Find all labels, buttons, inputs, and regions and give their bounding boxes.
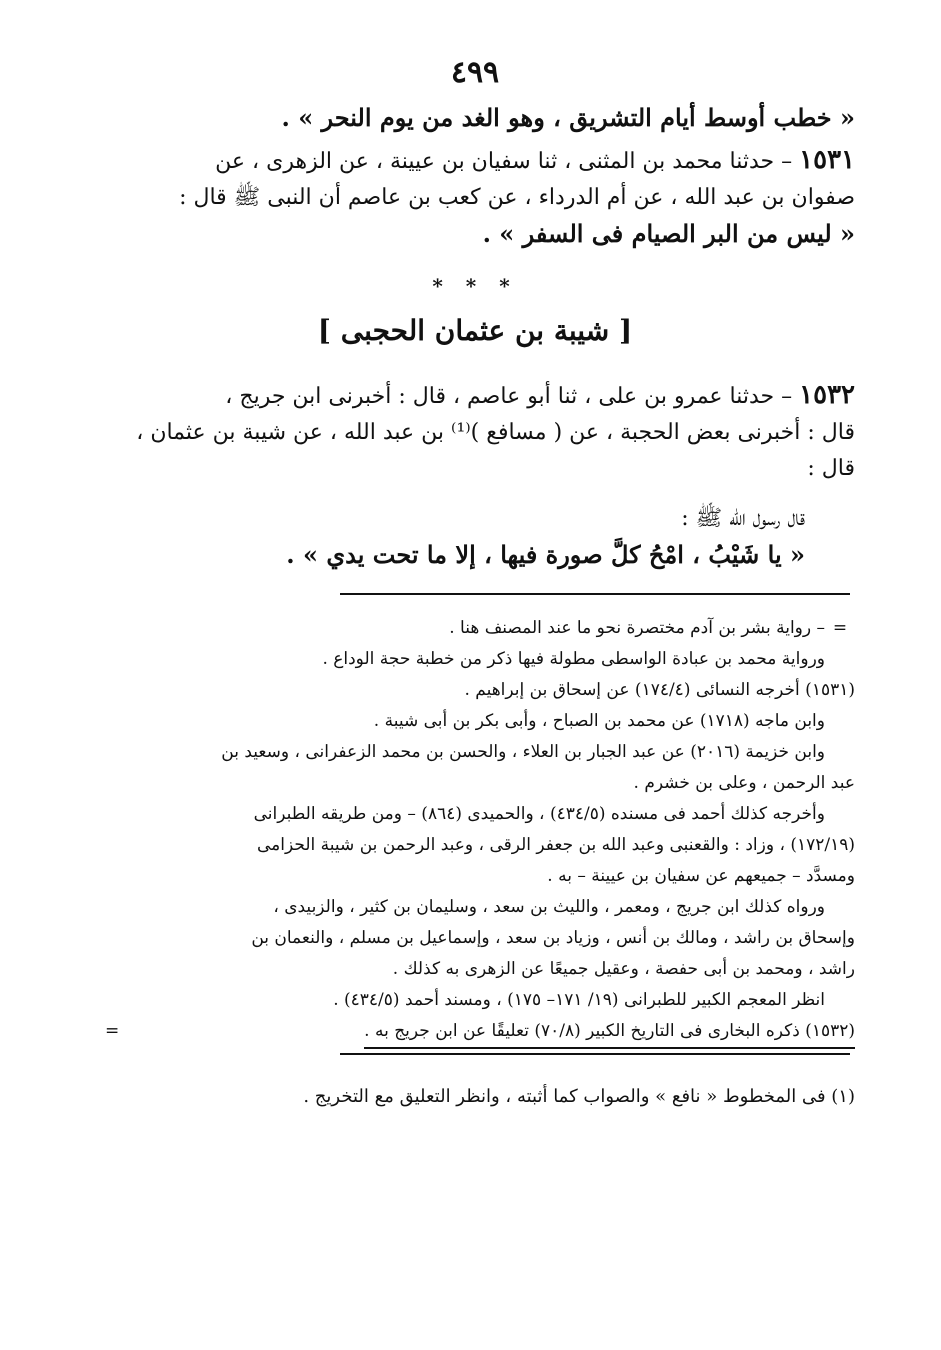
end-marker: = bbox=[105, 1021, 120, 1041]
section-title: [ شيبة بن عثمان الحجبى ] bbox=[317, 314, 633, 347]
hadith-prev-end: « خطب أوسط أيام التشريق ، وهو الغد من يوم النحر » . bbox=[281, 103, 855, 132]
hadith-1531-quote: « ليس من البر الصيام فى السفر » . bbox=[482, 219, 855, 248]
footnote-line: ورواية محمد بن عبادة الواسطى مطولة فيها ذكر من خطبة حجة الوداع . bbox=[322, 649, 825, 669]
editor-note bbox=[95, 1081, 855, 1113]
page bbox=[95, 55, 855, 1305]
hadith-number: ١٥٣١ bbox=[799, 145, 855, 175]
continuation-marker: = bbox=[832, 618, 848, 638]
footnote-line: (١٥٣١) أخرجه النسائى (١٧٤/٤) عن إسحاق بن إبراهيم . bbox=[464, 680, 855, 700]
hadith-1532-line4: قال رسول الله ﷺ : bbox=[681, 506, 805, 531]
hadith-1532-line2: قال : أخبرنى بعض الحجبة ، عن ( مسافع )⁽¹⁾ بن عبد الله ، عن شيبة بن عثمان ، bbox=[136, 420, 855, 445]
footnote-line: (١٧٢/١٩) ، وزاد : والقعنبى وعبد الله بن جعفر الرقى ، وعبد الرحمن بن شيبة الحزامى bbox=[257, 835, 855, 855]
hadith-text: – حدثنا محمد بن المثنى ، ثنا سفيان بن عيينة ، عن الزهرى ، عن bbox=[215, 149, 800, 174]
note-text: (١) فى المخطوط « نافع » والصواب كما أثبته ، وانظر التعليق مع التخريج . bbox=[303, 1086, 855, 1107]
note-divider bbox=[340, 1053, 850, 1055]
footnote-line: انظر المعجم الكبير للطبرانى (١٩/ ١٧١– ١٧٥) ، ومسند أحمد (٤٣٤/٥) . bbox=[333, 990, 825, 1010]
page-number: ٤٩٩ bbox=[450, 55, 500, 90]
footnote-line: =– رواية بشر بن آدم مختصرة نحو ما عند المصنف هنا . bbox=[95, 613, 855, 644]
footnote-line: عبد الرحمن ، وعلى بن خشرم . bbox=[633, 773, 855, 793]
footnotes bbox=[95, 613, 855, 1049]
footnote-line: وإسحاق بن راشد ، ومالك بن أنس ، وزياد بن سعد ، وإسماعيل بن مسلم ، والنعمان بن bbox=[251, 928, 855, 948]
footnote-line: (١٥٣٢) ذكره البخارى فى التاريخ الكبير (٧٠/٨) تعليقًا عن ابن جريج به . = bbox=[95, 1016, 855, 1049]
hadith-number: ١٥٣٢ bbox=[799, 380, 855, 410]
footnote-line: وأخرجه كذلك أحمد فى مسنده (٤٣٤/٥) ، والحميدى (٨٦٤) – ومن طريقه الطبرانى bbox=[253, 804, 825, 824]
hadith-1531-line2: صفوان بن عبد الله ، عن أم الدرداء ، عن كعب بن عاصم أن النبى ﷺ قال : bbox=[179, 185, 855, 210]
hadith-text: – حدثنا عمرو بن على ، ثنا أبو عاصم ، قال : أخبرنى ابن جريج ، bbox=[225, 384, 800, 409]
separator-stars: * * * bbox=[432, 274, 518, 298]
footnote-line: ورواه كذلك ابن جريج ، ومعمر ، والليث بن سعد ، وسليمان بن كثير ، والزبيدى ، bbox=[273, 897, 825, 917]
footnote-line: وابن ماجه (١٧١٨) عن محمد بن الصباح ، وأبى بكر بن أبى شيبة . bbox=[373, 711, 825, 731]
footnote-line: راشد ، ومحمد بن أبى حفصة ، وعقيل جميعًا عن الزهرى به كذلك . bbox=[392, 959, 855, 979]
footnote-divider bbox=[340, 593, 850, 595]
hadith-1532-line1 bbox=[95, 377, 855, 415]
footnote-line: ومسدَّد – جميعهم عن سفيان بن عيينة – به . bbox=[547, 866, 855, 886]
footnote-line: وابن خزيمة (٢٠١٦) عن عبد الجبار بن العلاء ، والحسن بن محمد الزعفرانى ، وسعيد بن bbox=[221, 742, 825, 762]
hadith-1532-quote: « يا شَيْبُ ، امْحُ كلَّ صورة فيها ، إلا ما تحت يدي » . bbox=[286, 540, 805, 569]
hadith-1532-line3: قال : bbox=[807, 456, 855, 481]
hadith-1531-line1 bbox=[95, 142, 855, 180]
main-text bbox=[95, 100, 855, 573]
